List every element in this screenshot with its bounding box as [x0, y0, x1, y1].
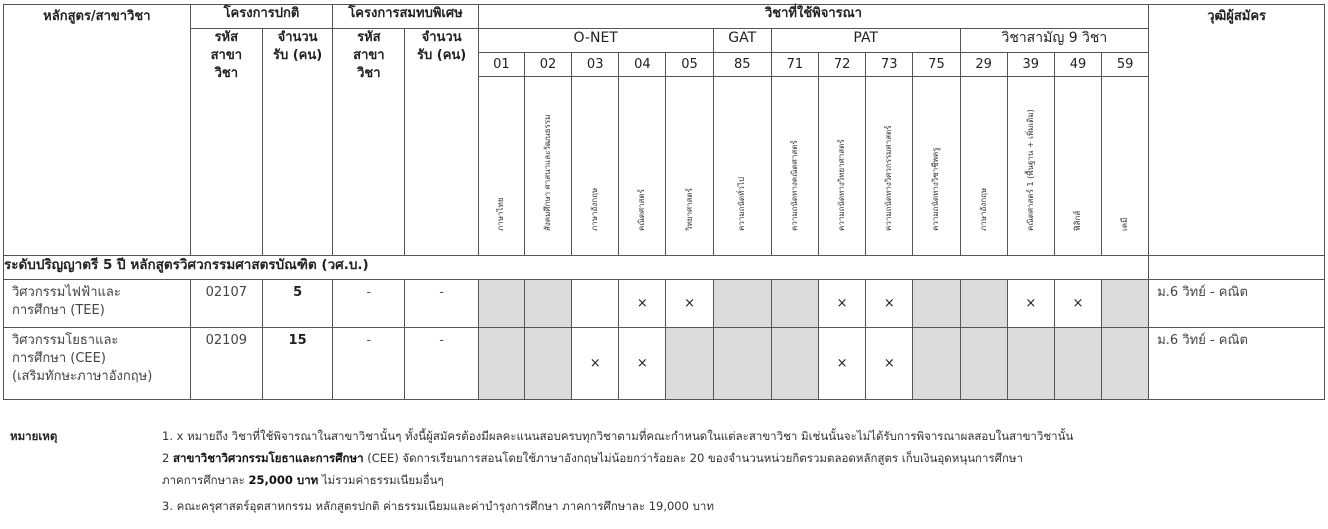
- shaded-cell: [713, 280, 771, 328]
- shaded-cell: [1102, 280, 1149, 328]
- program-seats: 5: [262, 280, 332, 328]
- program-name-line: วิศวกรรมไฟฟ้าและ: [12, 285, 121, 300]
- shaded-cell: [913, 328, 960, 400]
- subject-code-71: 71: [771, 53, 818, 77]
- group-common: วิชาสามัญ 9 วิชา: [960, 29, 1149, 53]
- check-mark: ×: [619, 328, 666, 400]
- subject-name: วิทยาศาสตร์: [684, 188, 694, 231]
- subject-name: ภาษาอังกฤษ: [590, 187, 600, 231]
- check-mark: ×: [1007, 280, 1054, 328]
- notes-label: หมายเหตุ: [10, 429, 58, 443]
- shaded-cell: [524, 328, 571, 400]
- header-subjects: วิชาที่ใช้พิจารณา: [478, 5, 1148, 29]
- subject-code-02: 02: [524, 53, 571, 77]
- program-code: 02107: [190, 280, 262, 328]
- note-1: 1. x หมายถึง วิชาที่ใช้พิจารณาในสาขาวิชานั้นๆ ทั้งนี้ผู้สมัครต้องมีผลคะแนนสอบครบทุกวิชาตามที่คณะกำหนดในแต่ละสาขาวิชา มิเช่นนั้นจะไม่ได้รับการพิจารณาผลสอบในสาขาวิชานั้น: [162, 429, 1074, 443]
- header-program: หลักสูตร/สาขาวิชา: [4, 5, 191, 256]
- admission-table: [3, 4, 1325, 400]
- check-mark: ×: [1054, 280, 1101, 328]
- subject-code-72: 72: [819, 53, 866, 77]
- header-special-seats: จำนวน รับ (คน): [405, 29, 478, 256]
- subject-name-cell: [1007, 77, 1054, 256]
- qualification: ม.6 วิทย์ - คณิต: [1149, 280, 1325, 328]
- check-mark: ×: [866, 328, 913, 400]
- subject-name: ฟิสิกส์: [1072, 210, 1082, 231]
- group-onet: O-NET: [478, 29, 713, 53]
- header-special-code: รหัส สาขา วิชา: [333, 29, 405, 256]
- header-seats: จำนวน รับ (คน): [262, 29, 332, 256]
- subject-code-03: 03: [572, 53, 619, 77]
- subject-name: เคมี: [1120, 217, 1130, 231]
- shaded-cell: [524, 280, 571, 328]
- program-name-line: การศึกษา (TEE): [12, 303, 105, 318]
- subject-name: ความถนัดทางวิทยาศาสตร์: [837, 139, 847, 231]
- shaded-cell: [960, 280, 1007, 328]
- program-code: 02109: [190, 328, 262, 400]
- check-mark: ×: [866, 280, 913, 328]
- special-seats: -: [405, 280, 478, 328]
- shaded-cell: [771, 328, 818, 400]
- shaded-cell: [1007, 328, 1054, 400]
- program-seats: 15: [262, 328, 332, 400]
- special-seats: -: [405, 328, 478, 400]
- section-title: ระดับปริญญาตรี 5 ปี หลักสูตรวิศวกรรมศาสตรบัณฑิต (วศ.บ.): [4, 256, 1149, 280]
- subject-name-cell: [866, 77, 913, 256]
- group-pat: PAT: [771, 29, 960, 53]
- section-empty: [1149, 256, 1325, 280]
- shaded-cell: [666, 328, 713, 400]
- shaded-cell: [771, 280, 818, 328]
- subject-name-cell: [713, 77, 771, 256]
- subject-name: คณิตศาสตร์ 1 (พื้นฐาน + เพิ่มเติม): [1025, 109, 1035, 231]
- subject-name-cell: [666, 77, 713, 256]
- subject-code-04: 04: [619, 53, 666, 77]
- note-3: 3. คณะครุศาสตร์อุตสาหกรรม หลักสูตรปกติ ค่าธรรมเนียมและค่าบำรุงการศึกษา ภาคการศึกษาละ 19,000 บาท: [162, 499, 714, 513]
- check-mark: ×: [619, 280, 666, 328]
- program-name-line: (เสริมทักษะภาษาอังกฤษ): [12, 369, 153, 384]
- program-name: [4, 280, 191, 328]
- special-code: -: [333, 328, 405, 400]
- empty-cell: [572, 280, 619, 328]
- header-regular: โครงการปกติ: [190, 5, 333, 29]
- subject-name-cell: [1102, 77, 1149, 256]
- subject-name-cell: [1054, 77, 1101, 256]
- shaded-cell: [713, 328, 771, 400]
- subject-name: ความถนัดทั่วไป: [737, 177, 747, 231]
- check-mark: ×: [819, 328, 866, 400]
- check-mark: ×: [819, 280, 866, 328]
- header-code: รหัส สาขา วิชา: [190, 29, 262, 256]
- subject-name-cell: [819, 77, 866, 256]
- subject-code-59: 59: [1102, 53, 1149, 77]
- subject-code-49: 49: [1054, 53, 1101, 77]
- shaded-cell: [1102, 328, 1149, 400]
- note-2: 2 สาขาวิชาวิศวกรรมโยธาและการศึกษา (CEE) จัดการเรียนการสอนโดยใช้ภาษาอังกฤษไม่น้อยกว่าร้อยละ 20 ของจำนวนหน่วยกิตรวมตลอดหลักสูตร เก็บเงินอุดหนุนการศึกษา: [162, 451, 1023, 465]
- header-special: โครงการสมทบพิเศษ: [333, 5, 479, 29]
- program-name-line: การศึกษา (CEE): [12, 351, 106, 366]
- subject-name: ความถนัดทางคณิตศาสตร์: [789, 140, 799, 231]
- subject-code-01: 01: [478, 53, 524, 77]
- subject-name: สังคมศึกษา ศาสนาและวัฒนธรรม: [543, 114, 553, 231]
- shaded-cell: [960, 328, 1007, 400]
- subject-name: ความถนัดทางวิศวกรรมศาสตร์: [884, 125, 894, 231]
- subject-name-cell: [572, 77, 619, 256]
- subject-name-cell: [913, 77, 960, 256]
- special-code: -: [333, 280, 405, 328]
- subject-name-cell: [960, 77, 1007, 256]
- subject-name-cell: [771, 77, 818, 256]
- subject-name-cell: [619, 77, 666, 256]
- subject-code-05: 05: [666, 53, 713, 77]
- shaded-cell: [478, 328, 524, 400]
- subject-name-cell: [478, 77, 524, 256]
- subject-name: ภาษาอังกฤษ: [978, 187, 988, 231]
- subject-code-85: 85: [713, 53, 771, 77]
- subject-code-73: 73: [866, 53, 913, 77]
- subject-name: ภาษาไทย: [496, 197, 506, 231]
- qualification: ม.6 วิทย์ - คณิต: [1149, 328, 1325, 400]
- subject-name: ความถนัดทางวิชาชีพครู: [931, 147, 941, 231]
- subject-code-29: 29: [960, 53, 1007, 77]
- table-row: [4, 280, 1325, 328]
- header-qualification: วุฒิผู้สมัคร: [1149, 5, 1325, 256]
- shaded-cell: [913, 280, 960, 328]
- shaded-cell: [1054, 328, 1101, 400]
- subject-name: คณิตศาสตร์: [637, 189, 647, 231]
- subject-code-75: 75: [913, 53, 960, 77]
- group-gat: GAT: [713, 29, 771, 53]
- subject-name-cell: [524, 77, 571, 256]
- subject-code-39: 39: [1007, 53, 1054, 77]
- program-name: [4, 328, 191, 400]
- check-mark: ×: [666, 280, 713, 328]
- check-mark: ×: [572, 328, 619, 400]
- program-name-line: วิศวกรรมโยธาและ: [12, 333, 119, 348]
- table-row: [4, 328, 1325, 400]
- note-2-cont: ภาคการศึกษาละ 25,000 บาท ไม่รวมค่าธรรมเนียมอื่นๆ: [162, 473, 444, 487]
- shaded-cell: [478, 280, 524, 328]
